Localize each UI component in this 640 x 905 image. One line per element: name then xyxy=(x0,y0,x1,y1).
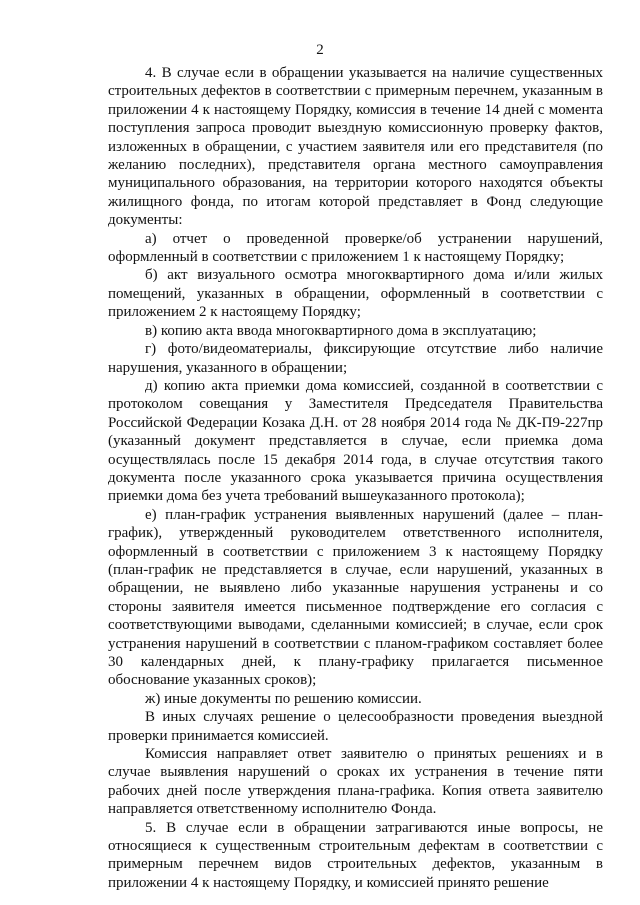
paragraph-5: 5. В случае если в обращении затрагиваются иные вопросы, не относящиеся к существенным строительным дефектам в соответствии с примерным перечнем видов строительных дефектов, указанным в приложении 4 к настоящему Порядку, и комиссией принято решение xyxy=(108,819,603,891)
list-item-zh: ж) иные документы по решению комиссии. xyxy=(145,690,422,707)
document-body xyxy=(108,64,603,892)
paragraph-4: 4. В случае если в обращении указывается на наличие существенных строительных дефектов в соответствии с примерным перечнем, указанным в приложении 4 к настоящему Порядку, комиссия в течение 14 дней с момента поступления запроса проводит выездную комиссионную проверку фактов, изложенных в обращении, с участием заявителя или его представителя (по желанию последних), представителя органа местного самоуправления муниципального образования, на территории которого находятся объекты жилищного фонда, по итогам которой представляет в Фонд следующие документы: xyxy=(108,65,603,229)
list-item-g: г) фото/видеоматериалы, фиксирующие отсутствие либо наличие нарушения, указанного в обращении; xyxy=(108,341,603,376)
list-item-e: е) план-график устранения выявленных нарушений (далее – план-график), утвержденный руководителем ответственного исполнителя, оформленный в соответствии с приложением 3 к настоящему Порядку (план-график не представляется в случае, если нарушений, указанных в обращении, не выявлено либо указанные нарушения устранены и со стороны заявителя имеется письменное подтверждение его согласия с соответствующими выводами, сделанными комиссией; в случае, если срок устранения нарушений в соответствии с планом-графиком составляет более 30 календарных дней, к плану-графику прилагается письменное обоснование указанных сроков); xyxy=(108,506,603,689)
list-item-b: б) акт визуального осмотра многоквартирного дома и/или жилых помещений, указанных в обращении, оформленный в соответствии с приложением 2 к настоящему Порядку; xyxy=(108,267,603,321)
paragraph-commission-response: Комиссия направляет ответ заявителю о принятых решениях и в случае выявления нарушений о сроках их устранения в течение пяти рабочих дней после утверждения плана-графика. Копия ответа заявителю направляется ответственному исполнителю Фонда. xyxy=(108,746,603,818)
list-item-d: д) копию акта приемки дома комиссией, созданной в соответствии с протоколом совещания у Заместителя Председателя Правительства Российской Федерации Козака Д.Н. от 28 ноября 2014 года № ДК-П9-227пр (указанный документ представляется в случае, если приемка дома осуществлялась после 15 декабря 2014 года, в случае отсутствия такого документа после указанного срока указывается причина осуществления приемки дома без учета требований вышеуказанного протокола); xyxy=(108,377,603,505)
page-number: 2 xyxy=(316,42,324,58)
list-item-v: в) копию акта ввода многоквартирного дома в эксплуатацию; xyxy=(145,322,537,339)
paragraph-other-cases: В иных случаях решение о целесообразности проведения выездной проверки принимается комиссией. xyxy=(108,709,603,744)
list-item-a: а) отчет о проведенной проверке/об устранении нарушений, оформленный в соответствии с приложением 1 к настоящему Порядку; xyxy=(108,230,603,266)
